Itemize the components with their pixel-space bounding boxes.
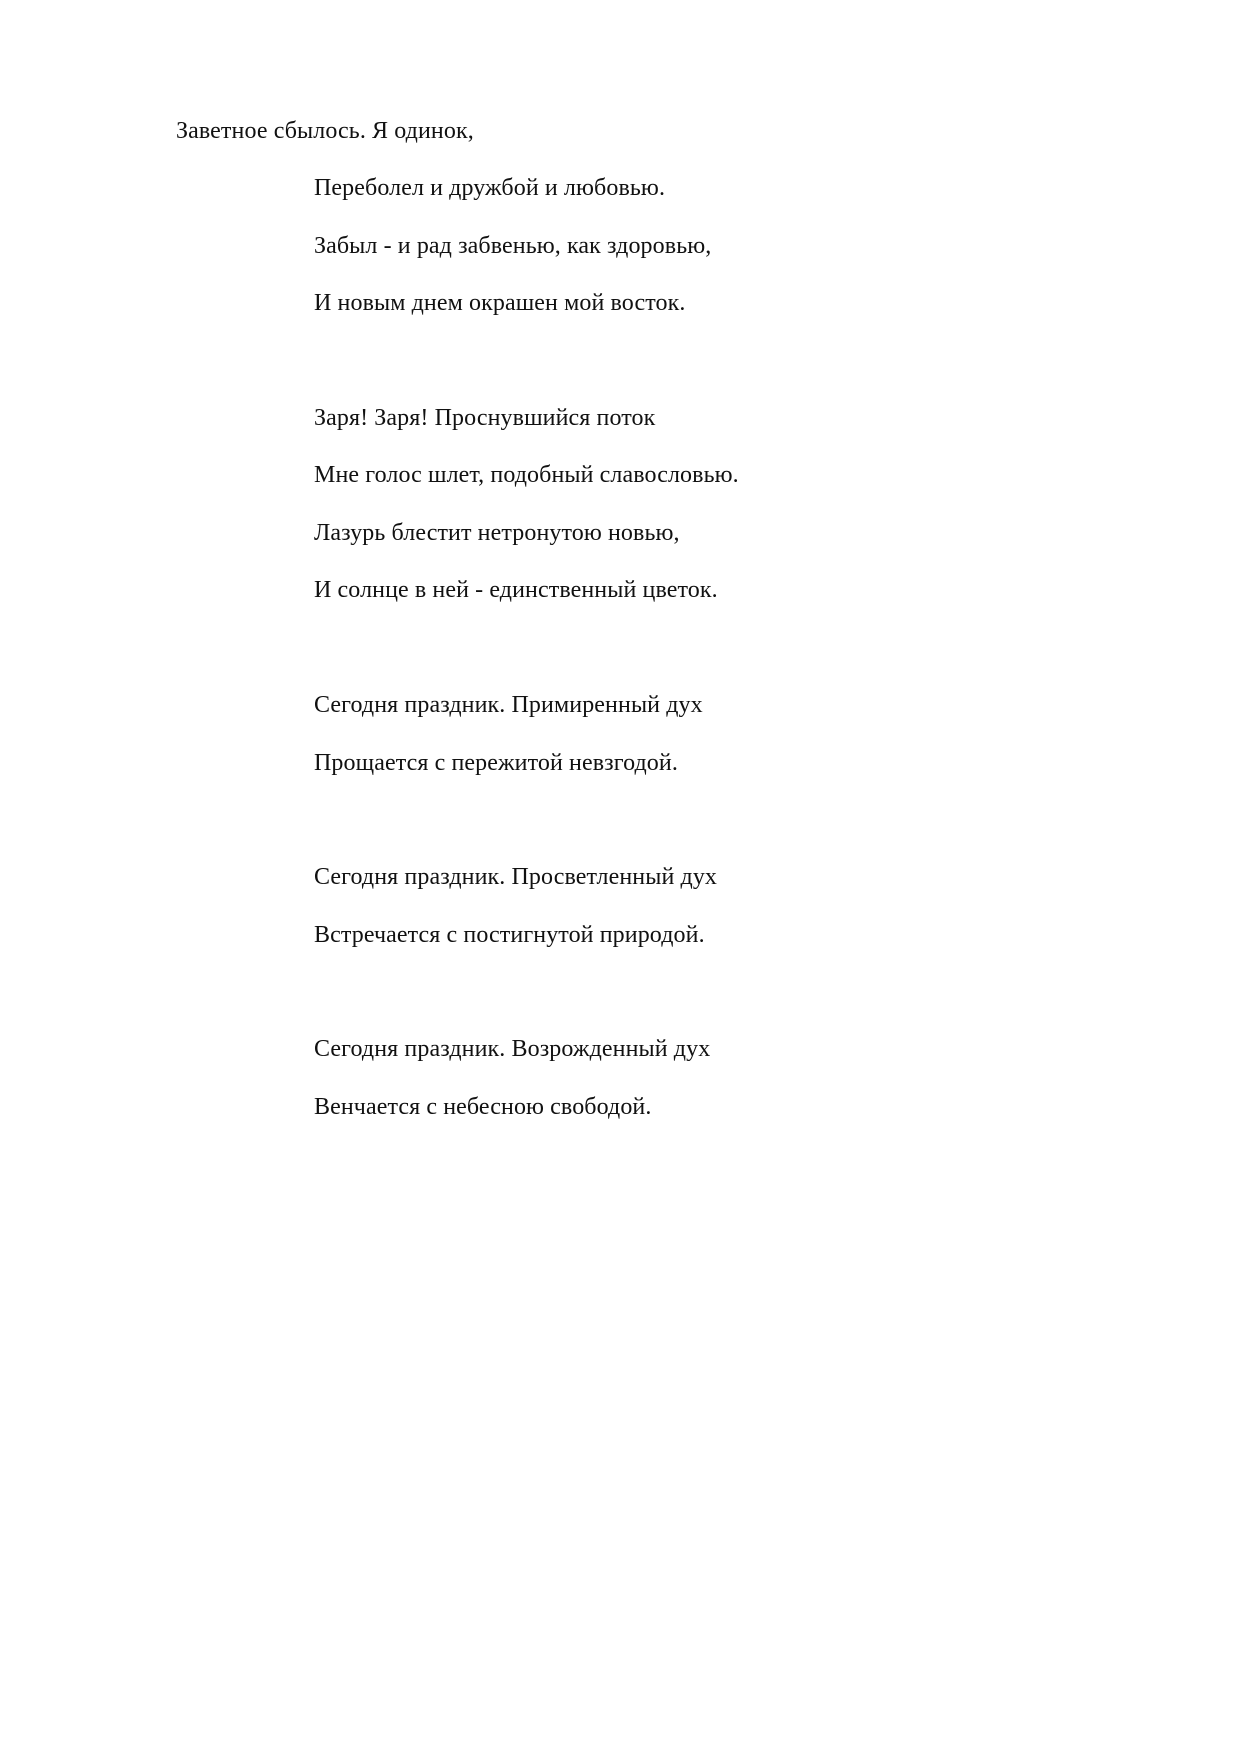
poem-line: Мне голос шлет, подобный славословью.: [314, 462, 739, 488]
poem-line: Забыл - и рад забвенью, как здоровью,: [314, 233, 712, 259]
poem-line: Заветное сбылось. Я одинок,: [176, 118, 474, 144]
poem-line: Переболел и дружбой и любовью.: [314, 175, 666, 201]
poem-line: Сегодня праздник. Возрожденный дух: [314, 1036, 711, 1062]
poem-line: Прощается с пережитой невзгодой.: [314, 750, 678, 776]
poem-line: Сегодня праздник. Примиренный дух: [314, 692, 703, 718]
poem-line: Заря! Заря! Проснувшийся поток: [314, 405, 656, 431]
poem-line: Встречается с постигнутой природой.: [314, 922, 705, 948]
poem-line: И новым днем окрашен мой восток.: [314, 290, 686, 316]
poem-line: И солнце в ней - единственный цветок.: [314, 577, 718, 603]
poem-line: Венчается с небесною свободой.: [314, 1094, 652, 1120]
poem-line: Сегодня праздник. Просветленный дух: [314, 864, 718, 890]
poem-line: Лазурь блестит нетронутою новью,: [314, 520, 680, 546]
